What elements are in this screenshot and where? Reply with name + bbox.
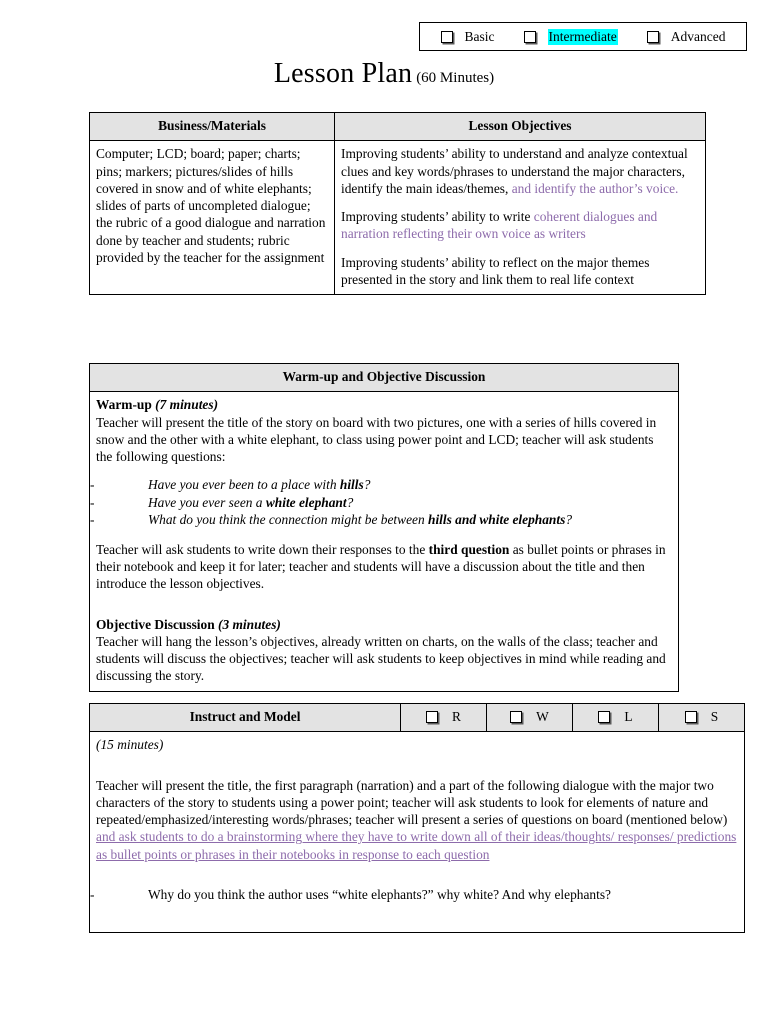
question-emphasis: hills	[339, 477, 364, 493]
objective-item	[341, 254, 699, 289]
cell-materials	[90, 141, 335, 295]
table-row	[90, 141, 706, 295]
question-lead: Have you ever seen a	[148, 494, 266, 510]
bullet-dash: -	[90, 494, 95, 510]
objective-edited-text: coherent dialogues and narration reflecting their own voice as writers	[341, 209, 658, 242]
title-main: Lesson Plan	[273, 58, 413, 89]
warmup-time: (7 minutes)	[155, 397, 219, 413]
level-selector	[419, 22, 747, 51]
skill-inner	[665, 708, 738, 725]
skill-option-s[interactable]	[659, 704, 745, 732]
bullet-dash: -	[90, 512, 95, 528]
objective-edited-text: and identify the author’s voice.	[511, 180, 679, 196]
skill-label-w: W	[536, 709, 549, 724]
objective-discussion-title: Objective Discussion	[96, 616, 215, 632]
followup-emphasis: third question	[428, 541, 510, 557]
warmup-table	[89, 363, 679, 692]
objective-discussion-heading	[96, 616, 672, 633]
warmup-question-list	[90, 476, 672, 528]
checkbox-icon[interactable]	[441, 31, 453, 43]
instruct-question-text: Why do you think the author uses “white elephants?” why white? And why elephants?	[148, 886, 611, 902]
list-item	[90, 494, 672, 511]
spacer	[96, 874, 738, 886]
list-item	[90, 511, 672, 528]
warmup-title: Warm-up	[96, 397, 152, 413]
header-business-materials: Business/Materials	[90, 113, 335, 141]
objective-item	[341, 208, 699, 243]
skill-label-s: S	[710, 709, 719, 724]
checkbox-icon[interactable]	[510, 711, 522, 723]
skill-option-r[interactable]	[401, 704, 487, 732]
spacer	[96, 604, 672, 616]
followup-tail: as bullet points or phrases in their notebook and keep it for later; teacher and students will have a discussion about the title and then introduce the lesson objectives.	[96, 541, 666, 592]
instruct-body-normal: Teacher will present the title, the first paragraph (narration) and a part of the following dialogue with the major two characters of the story to students using a power point; teacher will ask students to look for elements of nature and repeated/emphasized/interesting words/phrases; teacher will present a series of questions on board (mentioned below)	[96, 777, 728, 828]
question-lead: What do you think the connection might be between	[148, 512, 429, 528]
checkbox-icon[interactable]	[647, 31, 659, 43]
level-label-advanced: Advanced	[670, 28, 726, 44]
level-option-advanced[interactable]	[647, 29, 726, 45]
checkbox-icon[interactable]	[426, 711, 438, 723]
instruct-question-list	[90, 886, 738, 903]
table-header-row	[90, 113, 706, 141]
question-tail: ?	[363, 477, 371, 493]
skill-inner	[407, 708, 480, 725]
instruct-model-table	[89, 703, 745, 933]
level-label-basic: Basic	[464, 28, 495, 44]
objective-discussion-time: (3 minutes)	[218, 616, 281, 632]
skill-option-l[interactable]	[573, 704, 659, 732]
header-lesson-objectives: Lesson Objectives	[335, 113, 706, 141]
question-lead: Have you ever been to a place with	[148, 477, 340, 493]
objective-discussion-body: Teacher will hang the lesson’s objectives, already written on charts, on the walls of the class; teacher and students will discuss the objectives; teacher will ask students to keep objectives in mind while reading and discussing the story.	[96, 633, 666, 684]
skill-label-r: R	[452, 709, 461, 724]
objective-normal-text: Improving students’ ability to write	[341, 209, 534, 225]
level-option-intermediate[interactable]	[524, 29, 618, 45]
instruct-body-inserted: and ask students to do a brainstorming where they have to write down all of their ideas/thoughts/ responses/ predictions as bullet points or phrases in their notebooks in response to each question	[96, 829, 737, 862]
question-emphasis: hills and white elephants	[428, 512, 566, 528]
warmup-heading	[96, 396, 672, 413]
followup-lead: Teacher will ask students to write down their responses to the	[96, 541, 429, 557]
question-emphasis: white elephant	[265, 494, 347, 510]
materials-text: Computer; LCD; board; paper; charts; pins; markers; pictures/slides of hills covered in snow and of white elephants; slides of parts of uncompleted dialogue; the rubric of a good dialogue and narration done by teacher and students; rubric provided by the teacher for the assignment	[96, 146, 326, 265]
question-tail: ?	[565, 512, 573, 528]
skill-inner	[493, 708, 566, 725]
objective-item	[341, 145, 699, 197]
materials-objectives-table	[89, 112, 706, 295]
cell-objectives	[335, 141, 706, 295]
warmup-intro: Teacher will present the title of the story on board with two pictures, one with a series of hills covered in snow and the other with a white elephant, to class using power point and LCD; teacher will ask students the following questions:	[96, 414, 657, 465]
table-header-row	[90, 704, 745, 732]
table-header-row	[90, 364, 679, 392]
objective-normal-text: Improving students’ ability to understand and analyze contextual clues and key words/phrases to understand the major characters, identify the main ideas/themes,	[341, 146, 688, 196]
spacer	[96, 765, 738, 777]
question-tail: ?	[346, 494, 354, 510]
page-title	[0, 58, 768, 90]
instruct-body	[96, 777, 738, 863]
level-label-intermediate: Intermediate	[548, 28, 617, 44]
skill-inner	[579, 708, 652, 725]
table-row	[90, 392, 679, 691]
bullet-dash: -	[90, 886, 95, 902]
checkbox-icon[interactable]	[524, 31, 536, 43]
header-instruct-and-model: Instruct and Model	[90, 704, 401, 732]
instruct-time: (15 minutes)	[96, 737, 164, 753]
list-item	[90, 476, 672, 493]
table-row	[90, 732, 745, 933]
spacer	[96, 529, 672, 541]
warmup-followup	[96, 541, 672, 593]
title-duration: (60 Minutes)	[416, 70, 495, 86]
header-warmup-objective-discussion: Warm-up and Objective Discussion	[90, 364, 679, 392]
bullet-dash: -	[90, 477, 95, 493]
skill-option-w[interactable]	[487, 704, 573, 732]
checkbox-icon[interactable]	[598, 711, 610, 723]
cell-warmup-body	[90, 392, 679, 691]
cell-instruct-body	[90, 732, 745, 933]
skill-label-l: L	[624, 709, 633, 724]
list-item	[90, 886, 738, 903]
level-option-basic[interactable]	[441, 29, 495, 45]
objective-normal-text: Improving students’ ability to reflect on the major themes presented in the story and link them to real life context	[341, 254, 650, 287]
checkbox-icon[interactable]	[685, 711, 697, 723]
